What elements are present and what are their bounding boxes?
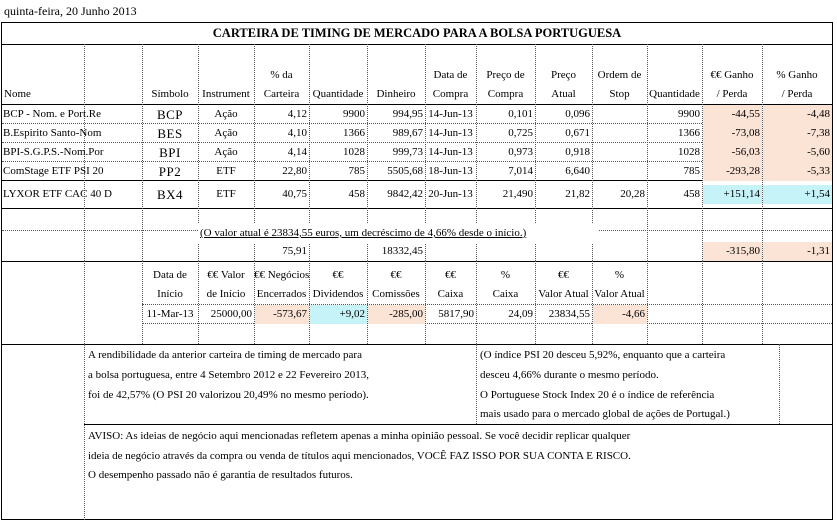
header-ganho-pct: % Ganho xyxy=(776,69,818,81)
cell-ganho: -56,03 xyxy=(703,143,762,162)
summary-valor-atual: 23834,55 xyxy=(548,308,590,320)
cell-pct: 4,10 xyxy=(287,127,307,139)
header-preco-atual: Atual xyxy=(551,88,576,100)
cell-dinheiro: 9842,42 xyxy=(387,188,423,200)
header-instrument: Instrument xyxy=(202,88,250,100)
note-line: foi de 42,57% (O PSI 20 valorizou 20,49% no mesmo período). xyxy=(88,389,369,401)
header-simbolo: Símbolo xyxy=(151,88,189,100)
summary-header-data-inicio: Início xyxy=(157,288,183,300)
note-line: O Portuguese Stock Index 20 é o índice de referência xyxy=(480,389,715,401)
summary-header-caixa: Caixa xyxy=(437,288,464,300)
cell-stop xyxy=(592,105,647,124)
header-ganho-eur: €€ Ganho xyxy=(710,69,754,81)
summary-valor-inicio: 25000,00 xyxy=(210,308,252,320)
cell-instrument: Ação xyxy=(214,127,238,139)
summary-dividendos: +9,02 xyxy=(310,305,367,324)
col-rule xyxy=(647,261,648,344)
summary-caixa-pct: 24,09 xyxy=(508,308,533,320)
cell-dinheiro: 989,67 xyxy=(392,127,423,139)
cell-data: 14-Jun-13 xyxy=(428,127,473,139)
col-rule xyxy=(84,344,85,520)
cell-preco-compra: 21,490 xyxy=(502,188,533,200)
cell-pct: 40,75 xyxy=(282,188,307,200)
report-date: quinta-feira, 20 Junho 2013 xyxy=(4,4,137,18)
cell-data: 14-Jun-13 xyxy=(428,146,473,158)
cell-nome: ComStage ETF PSI 20 xyxy=(3,165,104,177)
note-line: desceu 4,66% durante o mesmo período. xyxy=(480,369,659,381)
page-title: CARTEIRA DE TIMING DE MERCADO PARA A BOLSA PORTUGUESA xyxy=(212,26,622,40)
note-line: A rendibilidade da anterior carteira de timing de mercado para xyxy=(88,349,362,361)
cell-simbolo: PP2 xyxy=(158,164,182,179)
header-data-compra: Data de xyxy=(433,69,468,81)
col-rule xyxy=(762,261,763,344)
col-rule xyxy=(702,261,703,344)
cell-preco-compra: 0,973 xyxy=(508,146,533,158)
cell-quantidade-2: 1028 xyxy=(678,146,700,158)
cell-instrument: Ação xyxy=(214,108,238,120)
disclaimer-line: ideia de negócio através da compra ou venda de títulos aqui mencionados, VOCÊ FAZ ISSO POR SUA CONTA E RISCO. xyxy=(88,450,631,462)
total-dinheiro: 18332,45 xyxy=(381,245,423,257)
header-quantidade-2: Quantidade xyxy=(649,88,700,100)
cell-preco-compra: 0,101 xyxy=(508,108,533,120)
cell-simbolo: BX4 xyxy=(156,187,184,202)
cell-simbolo: BES xyxy=(157,126,183,141)
cell-instrument: ETF xyxy=(216,165,236,177)
summary-negocios: -573,67 xyxy=(255,305,309,324)
cell-quantidade: 785 xyxy=(348,165,365,177)
cell-nome: B.Espirito Santo-Nom xyxy=(3,127,102,139)
disclaimer-line: AVISO: As ideias de negócio aqui mencionadas refletem apenas a minha opinião pessoal. Se você decidir replicar qualquer xyxy=(88,430,631,442)
cell-ganho-pct: -4,48 xyxy=(763,105,832,124)
cell-ganho: -44,55 xyxy=(703,105,762,124)
header-ganho-pct: / Perda xyxy=(781,88,813,100)
cell-stop xyxy=(592,143,647,162)
cell-data: 20-Jun-13 xyxy=(428,188,473,200)
cell-preco-compra: 0,725 xyxy=(508,127,533,139)
cell-ganho-pct: -7,38 xyxy=(763,124,832,143)
cell-preco-atual: 6,640 xyxy=(565,165,590,177)
header-preco-atual: Preço xyxy=(550,69,577,81)
summary-header-valor-atual: €€ xyxy=(558,269,569,281)
title-divider xyxy=(2,44,832,45)
cell-ganho: -73,08 xyxy=(703,124,762,143)
cell-data: 18-Jun-13 xyxy=(428,165,473,177)
cell-dinheiro: 999,73 xyxy=(392,146,423,158)
cell-instrument: ETF xyxy=(216,188,236,200)
summary-header-negocios: Encerrados xyxy=(256,288,307,300)
cell-data: 14-Jun-13 xyxy=(428,108,473,120)
total-pct: 75,91 xyxy=(282,245,307,257)
disclaimer-line: O desempenho passado não é garantia de resultados futuros. xyxy=(88,469,353,481)
summary-comissoes: -285,00 xyxy=(368,305,425,324)
valor-atual-note: (O valor atual é 23834,55 euros, um decréscimo de 4,66% desde o início.) xyxy=(198,224,598,243)
summary-header-comissoes: Comissões xyxy=(372,288,420,300)
cell-quantidade-2: 1366 xyxy=(678,127,700,139)
header-preco-compra: Compra xyxy=(487,88,524,100)
summary-header-valor-inicio: de Início xyxy=(206,288,246,300)
summary-header-valor-atual-pct: Valor Atual xyxy=(594,288,645,300)
cell-pct: 22,80 xyxy=(282,165,307,177)
note-line: mais usado para o mercado global de ações de Portugal.) xyxy=(480,408,730,420)
cell-pct: 4,12 xyxy=(287,108,307,120)
cell-quantidade: 1366 xyxy=(343,127,365,139)
header-preco-compra: Preço de xyxy=(486,69,525,81)
summary-header-caixa-pct: % xyxy=(500,269,511,281)
summary-valor-atual-pct: -4,66 xyxy=(593,305,647,324)
cell-stop xyxy=(592,162,647,181)
portfolio-sheet xyxy=(1,22,833,520)
cell-preco-compra: 7,014 xyxy=(508,165,533,177)
lyxor-divider xyxy=(2,208,832,209)
note-line: (O índice PSI 20 desceu 5,92%, enquanto que a carteira xyxy=(480,349,726,361)
summary-header-dividendos: €€ xyxy=(332,269,344,281)
header-nome: Nome xyxy=(4,88,31,100)
summary-caixa: 5817,90 xyxy=(438,308,474,320)
header-pct-carteira: Carteira xyxy=(263,88,300,100)
header-quantidade: Quantidade xyxy=(312,88,364,100)
summary-header-caixa: €€ xyxy=(445,269,456,281)
cell-quantidade: 9900 xyxy=(343,108,365,120)
cell-nome: BCP - Nom. e Port.Re xyxy=(3,108,101,120)
cell-dinheiro: 5505,68 xyxy=(387,165,423,177)
cell-quantidade: 458 xyxy=(348,188,365,200)
cell-ganho: -293,28 xyxy=(703,162,762,181)
total-ganho: -315,80 xyxy=(703,242,762,261)
summary-header-valor-inicio: €€ Valor xyxy=(207,269,245,281)
cell-pct: 4,14 xyxy=(287,146,307,158)
summary-header-valor-atual: Valor Atual xyxy=(538,288,589,300)
cell-quantidade-2: 785 xyxy=(683,165,700,177)
cell-preco-atual: 0,671 xyxy=(565,127,590,139)
summary-header-data-inicio: Data de xyxy=(153,269,187,281)
header-ordem-stop: Ordem de xyxy=(597,69,642,81)
header-data-compra: Compra xyxy=(432,88,469,100)
cell-dinheiro: 994,95 xyxy=(392,108,423,120)
cell-nome: LYXOR ETF CAC 40 D xyxy=(3,188,112,200)
summary-header-dividendos: Dividendos xyxy=(312,288,364,300)
cell-stop: 20,28 xyxy=(620,188,645,200)
cell-nome: BPI-S.G.P.S.-Nom.Por xyxy=(3,146,104,158)
header-pct-carteira: % da xyxy=(270,69,293,81)
cell-instrument: Ação xyxy=(214,146,238,158)
cell-stop xyxy=(592,124,647,143)
cell-quantidade: 1028 xyxy=(343,146,365,158)
header-dinheiro: Dinheiro xyxy=(376,88,416,100)
col-rule xyxy=(84,261,85,344)
summary-header-comissoes: €€ xyxy=(390,269,402,281)
summary-data-inicio: 11-Mar-13 xyxy=(146,308,194,320)
totals-divider xyxy=(2,261,832,262)
cell-ganho-pct: +1,54 xyxy=(763,185,832,204)
header-ganho-eur: / Perda xyxy=(716,88,748,100)
cell-ganho-pct: -5,33 xyxy=(763,162,832,181)
cell-ganho-pct: -5,60 xyxy=(763,143,832,162)
col-rule xyxy=(476,344,477,424)
summary-header-caixa-pct: Caixa xyxy=(492,288,519,300)
summary-header-negocios: €€ Negócios xyxy=(254,269,310,281)
aviso-divider xyxy=(84,424,832,425)
cell-quantidade-2: 9900 xyxy=(678,108,700,120)
cell-preco-atual: 0,096 xyxy=(565,108,590,120)
col-rule xyxy=(779,344,780,424)
cell-simbolo: BCP xyxy=(156,107,184,122)
cell-quantidade-2: 458 xyxy=(683,188,700,200)
total-ganho-pct: -1,31 xyxy=(763,242,832,261)
cell-simbolo: BPI xyxy=(159,145,181,160)
summary-header-valor-atual-pct: % xyxy=(614,269,625,281)
cell-ganho: +151,14 xyxy=(703,185,762,204)
note-line: a bolsa portuguesa, entre 4 Setembro 2012 e 22 Fevereiro 2013, xyxy=(88,369,370,381)
header-ordem-stop: Stop xyxy=(609,88,630,100)
cell-preco-atual: 0,918 xyxy=(565,146,590,158)
cell-preco-atual: 21,82 xyxy=(565,188,590,200)
